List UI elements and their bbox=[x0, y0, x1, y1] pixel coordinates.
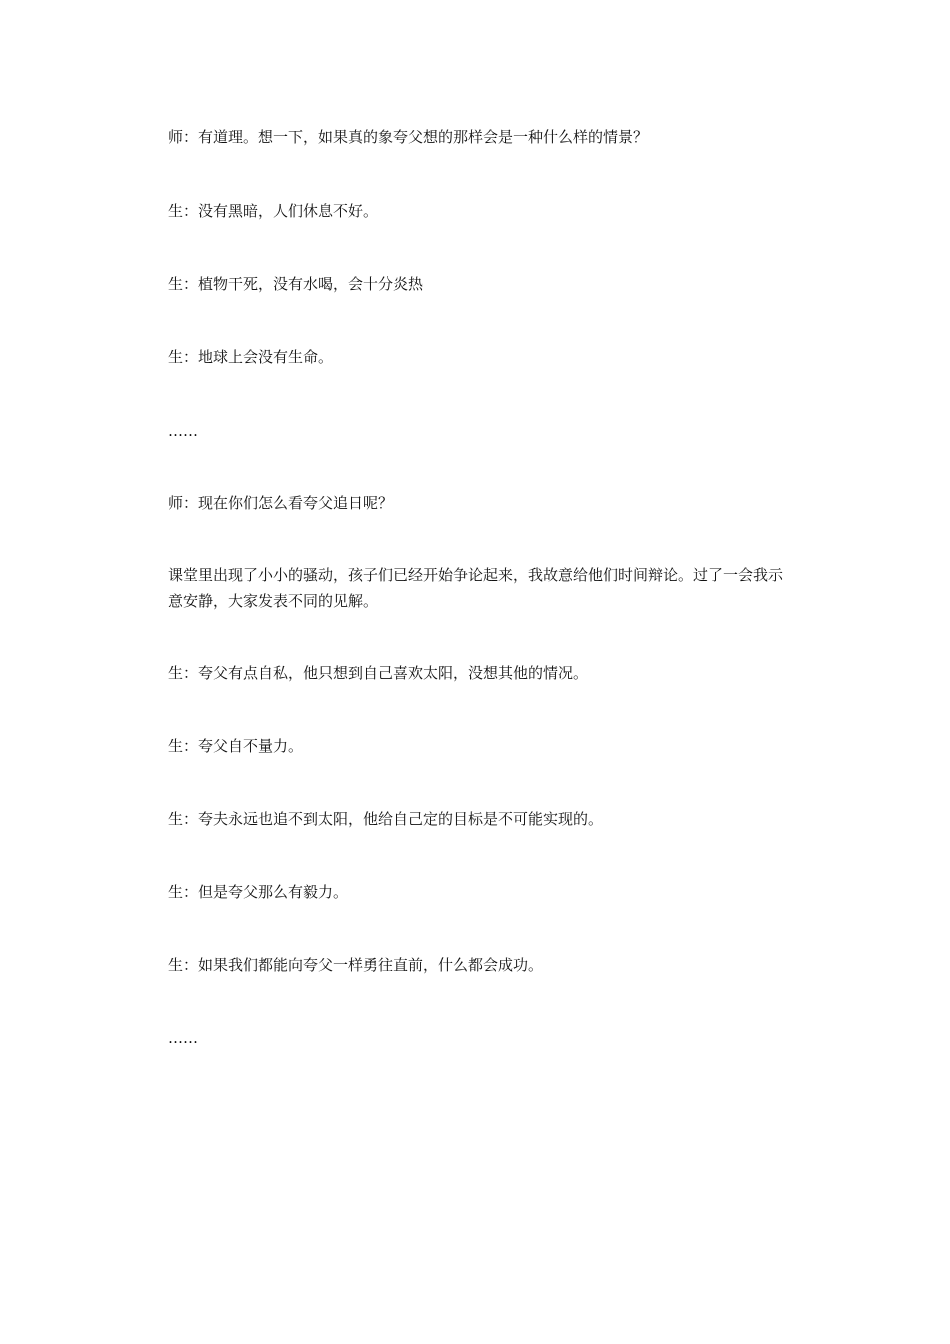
student-line-6: 生：夸夫永远也追不到太阳，他给自己定的目标是不可能实现的。 bbox=[168, 810, 604, 828]
student-line-2: 生：植物干死，没有水喝，会十分炎热 bbox=[168, 275, 424, 293]
narration-paragraph: 课堂里出现了小小的骚动，孩子们已经开始争论起来，我故意给他们时间辩论。过了一会我示意安静，大家发表不同的见解。 bbox=[168, 566, 784, 610]
teacher-line-1: 师：有道理。想一下，如果真的象夸父想的那样会是一种什么样的情景？ bbox=[168, 128, 649, 146]
ellipsis-2: …… bbox=[168, 1029, 198, 1047]
student-line-4: 生：夸父有点自私，他只想到自己喜欢太阳，没想其他的情况。 bbox=[168, 664, 589, 682]
student-line-8: 生：如果我们都能向夸父一样勇往直前，什么都会成功。 bbox=[168, 956, 544, 974]
ellipsis-1: …… bbox=[168, 422, 198, 440]
student-line-1: 生：没有黑暗，人们休息不好。 bbox=[168, 202, 379, 220]
student-line-5: 生：夸父自不量力。 bbox=[168, 737, 304, 755]
student-line-7: 生：但是夸父那么有毅力。 bbox=[168, 883, 349, 901]
student-line-3: 生：地球上会没有生命。 bbox=[168, 348, 334, 366]
teacher-line-2: 师：现在你们怎么看夸父追日呢？ bbox=[168, 494, 394, 512]
